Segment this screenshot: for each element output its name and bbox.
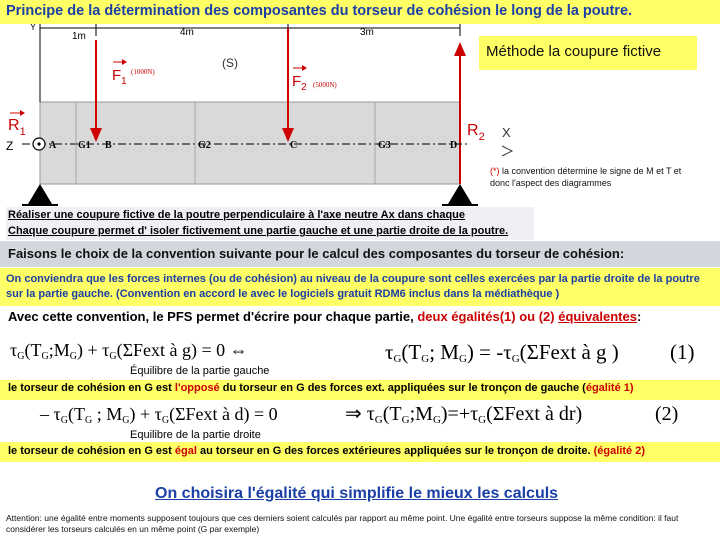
r1-index: 1	[19, 126, 26, 138]
pfs-text	[8, 309, 641, 324]
point-b: B	[105, 140, 112, 151]
r1d: égalité 1)	[585, 382, 634, 394]
r2-name: R	[467, 122, 479, 139]
eq2-number: (2)	[655, 403, 679, 425]
equation-right-2: ⇒ τG(TG;MG)=+τG(ΣFext à dr)	[345, 403, 583, 426]
r2b: égal	[174, 445, 197, 457]
axis-y-label: Y	[30, 24, 37, 32]
pfs-red: deux égalités(1) ou (2)	[417, 309, 559, 324]
r2a: le torseur de cohésion en G est	[8, 445, 175, 457]
point-g3: G3	[378, 140, 391, 151]
r1c: du torseur en G des forces ext. appliquées sur le tronçon de gauche (	[219, 382, 586, 394]
eq1-caption: Équilibre de la partie gauche	[130, 365, 270, 377]
section-label: (S)	[222, 56, 238, 70]
r2d: (égalité 2)	[593, 445, 645, 457]
dim-1m: 1m	[72, 31, 86, 42]
page-title: Principe de la détermination des composantes du torseur de cohésion le long de la poutre.	[6, 3, 633, 19]
note-star: (*)	[490, 166, 500, 176]
f2-name: F	[292, 73, 302, 90]
f2-index: 2	[301, 82, 307, 93]
instruction-line-2: Chaque coupure permet d' isoler fictivement une partie gauche et une partie droite de la poutre.	[8, 225, 509, 237]
method-title: Méthode la coupure fictive	[486, 43, 662, 60]
svg-text:R1	[8, 117, 26, 138]
x-arrow-icon	[502, 146, 512, 156]
support-d	[448, 184, 472, 204]
eq2-caption: Equilibre de la partie droite	[130, 429, 261, 440]
conclusion: On choisira l'égalité qui simplifie le mieux les calculs	[155, 485, 559, 502]
r1a: le torseur de cohésion en G est	[8, 382, 175, 394]
svg-text:F2	[292, 73, 307, 93]
r1-name: R	[8, 117, 20, 134]
r2c: au torseur en G des forces extérieures appliquées sur le tronçon de droite.	[196, 445, 594, 457]
eq1-number: (1)	[670, 340, 695, 364]
equation-right-1: τG(TG; MG) = -τG(ΣFext à g )	[385, 340, 619, 365]
beam	[40, 102, 460, 184]
dim-4m: 4m	[180, 27, 194, 38]
axis-x-label: X	[502, 125, 511, 140]
result-line-1	[8, 382, 634, 394]
equation-left-droite: – τG(TG ; MG) + τG(ΣFext à d) = 0	[40, 404, 278, 426]
point-g1: G1	[78, 140, 91, 151]
choice-text: Faisons le choix de la convention suivante pour le calcul des composantes du torseur de cohésion:	[8, 246, 625, 261]
pfs-before: Avec cette convention, le PFS permet d'écrire pour chaque partie,	[8, 309, 418, 324]
dim-3m: 3m	[360, 27, 374, 38]
equation-left-gauche: τG(TG;MG) + τG(ΣFext à g) = 0 ⇔	[10, 340, 248, 362]
point-a: A	[49, 140, 57, 151]
support-a	[28, 184, 52, 204]
axis-z-label: Z	[6, 139, 14, 153]
pfs-after: :	[636, 309, 642, 324]
pfs-underlined: équivalentes	[558, 309, 637, 324]
r1b: l'opposé	[174, 382, 220, 394]
f1-index: 1	[121, 76, 127, 87]
convention-text: On conviendra que les forces internes (ou de cohésion) au niveau de la coupure sont celles exercées par la partie droite de la poutre sur la partie gauche. (Convention en accord le avec le logiciels gratuit RDM6 inclus dans la médiathèque )	[6, 273, 700, 300]
svg-text:R2	[467, 122, 485, 143]
r2-index: 2	[478, 131, 485, 143]
note-text: la convention détermine le signe de M et T et donc l'aspect des diagrammes	[490, 166, 682, 188]
attention-note: Attention: une égalité entre moments supposent toujours que ces derniers soient calculés par rapport au même point. Une égalité entre torseurs suppose la même condition: il faut considérer les torseurs calculés en un même point (G par exemple)	[6, 513, 679, 534]
svg-text:F1	[112, 67, 127, 87]
convention-note	[490, 165, 695, 189]
point-g2: G2	[198, 140, 211, 151]
point-d: D	[450, 140, 458, 151]
instruction-line-1: Réaliser une coupure fictive de la poutre perpendiculaire à l'axe neutre Ax dans chaque	[8, 209, 466, 221]
f1-value: (1000N)	[131, 68, 155, 76]
f2-value: (5000N)	[313, 81, 337, 89]
point-c: C	[290, 140, 298, 151]
f1-name: F	[112, 67, 122, 84]
result-line-2	[8, 445, 645, 457]
